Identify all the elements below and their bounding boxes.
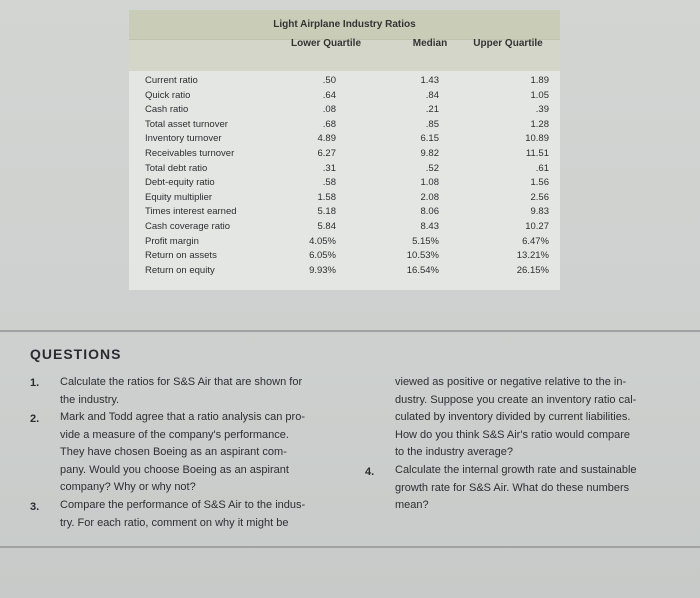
text-line: How do you think S&S Air's ratio would compare (395, 428, 631, 441)
question-1-number: 1. (30, 377, 40, 389)
median-value: .84 (425, 89, 439, 101)
row-label: Return on assets (145, 250, 217, 262)
bottom-divider (0, 546, 700, 548)
lower-quartile-value: .50 (322, 75, 336, 86)
text-line: Calculate the ratios for S&S Air that are shown for (60, 376, 303, 388)
question-3-number: 3. (30, 501, 40, 513)
lower-quartile-value: .08 (322, 104, 336, 116)
upper-quartile-value: 26.15% (516, 264, 549, 276)
text-line: Mark and Todd agree that a ratio analysis can pro- (60, 411, 305, 423)
lower-quartile-value: 9.93% (309, 264, 336, 276)
row-label: Debt-equity ratio (145, 177, 215, 189)
lower-quartile-value: 6.05% (309, 250, 336, 262)
lower-quartile-value: 1.58 (317, 191, 336, 203)
text-line: viewed as positive or negative relative to the in- (395, 376, 627, 388)
row-label: Total debt ratio (145, 162, 208, 174)
lower-quartile-value: .68 (322, 118, 336, 130)
row-label: Quick ratio (145, 89, 191, 101)
question-1-text (60, 374, 302, 409)
lower-quartile-value: .64 (322, 89, 336, 101)
text-line: Compare the performance of S&S Air to the indus- (60, 499, 306, 511)
lower-quartile-value: 4.89 (317, 133, 336, 145)
text-line: mean? (395, 499, 429, 511)
median-value: 9.82 (420, 148, 439, 159)
upper-quartile-value: 1.89 (530, 75, 549, 86)
question-4-text (395, 462, 637, 515)
row-label: Total asset turnover (145, 118, 228, 130)
header-median: Median (412, 38, 448, 49)
row-label: Profit margin (145, 235, 199, 247)
table-title: Light Airplane Industry Ratios (129, 10, 560, 39)
question-2-text (60, 409, 305, 497)
lower-quartile-value: 5.84 (317, 221, 336, 232)
upper-quartile-value: .39 (535, 104, 549, 116)
lower-quartile-value: .31 (322, 162, 336, 174)
lower-quartile-value: 5.18 (317, 206, 336, 218)
text-line: to the industry average? (395, 446, 514, 458)
upper-quartile-value: 1.28 (530, 118, 549, 130)
question-3-continued (395, 374, 636, 462)
upper-quartile-value: 9.83 (530, 206, 549, 218)
median-value: 2.08 (420, 191, 439, 203)
median-value: 1.08 (420, 177, 439, 189)
median-value: 8.06 (420, 206, 439, 218)
median-value: .85 (425, 118, 439, 130)
text-line: the industry. (60, 393, 120, 406)
question-4-number: 4. (365, 466, 375, 478)
median-value: 10.53% (406, 250, 439, 262)
header-lower-quartile: Lower Quartile (290, 38, 361, 49)
text-line: try. For each ratio, comment on why it might be (60, 516, 289, 529)
upper-quartile-value: 10.27 (525, 221, 549, 232)
text-line: They have chosen Boeing as an aspirant com- (60, 446, 287, 458)
row-label: Return on equity (145, 264, 215, 276)
median-value: 16.54% (406, 264, 439, 276)
upper-quartile-value: 6.47% (522, 235, 549, 247)
row-label: Times interest earned (145, 206, 237, 218)
median-value: 8.43 (420, 221, 439, 232)
upper-quartile-value: 2.56 (530, 191, 549, 203)
header-upper-quartile: Upper Quartile (473, 38, 543, 49)
upper-quartile-value: 11.51 (525, 148, 549, 159)
median-value: 1.43 (420, 75, 439, 86)
lower-quartile-value: 4.05% (309, 235, 336, 247)
lower-quartile-value: 6.27 (317, 148, 336, 159)
lower-quartile-value: .58 (322, 177, 336, 189)
text-line: vide a measure of the company's performance. (60, 428, 289, 441)
text-line: Calculate the internal growth rate and sustainable (395, 464, 637, 476)
text-line: growth rate for S&S Air. What do these numbers (395, 481, 630, 494)
upper-quartile-value: 1.05 (530, 89, 549, 101)
text-line: culated by inventory divided by current liabilities. (395, 411, 631, 423)
row-label: Current ratio (145, 75, 198, 86)
upper-quartile-value: 1.56 (530, 177, 549, 189)
row-label: Equity multiplier (145, 191, 213, 203)
text-line: pany. Would you choose Boeing as an aspirant (60, 463, 289, 476)
section-divider (0, 330, 700, 332)
question-2-number: 2. (30, 413, 40, 425)
median-value: 5.15% (412, 235, 439, 247)
question-3-text (60, 497, 305, 532)
row-label: Cash coverage ratio (145, 221, 231, 232)
row-label: Cash ratio (145, 104, 189, 116)
text-line: dustry. Suppose you create an inventory ratio cal- (395, 393, 637, 406)
upper-quartile-value: .61 (535, 162, 549, 174)
upper-quartile-value: 13.21% (516, 250, 549, 262)
row-label: Inventory turnover (145, 133, 222, 145)
median-value: .21 (425, 104, 439, 116)
questions-heading: QUESTIONS (30, 346, 122, 362)
median-value: .52 (425, 162, 439, 174)
upper-quartile-value: 10.89 (525, 133, 549, 145)
row-label: Receivables turnover (145, 148, 235, 159)
text-line: company? Why or why not? (60, 481, 196, 493)
median-value: 6.15 (420, 133, 439, 145)
